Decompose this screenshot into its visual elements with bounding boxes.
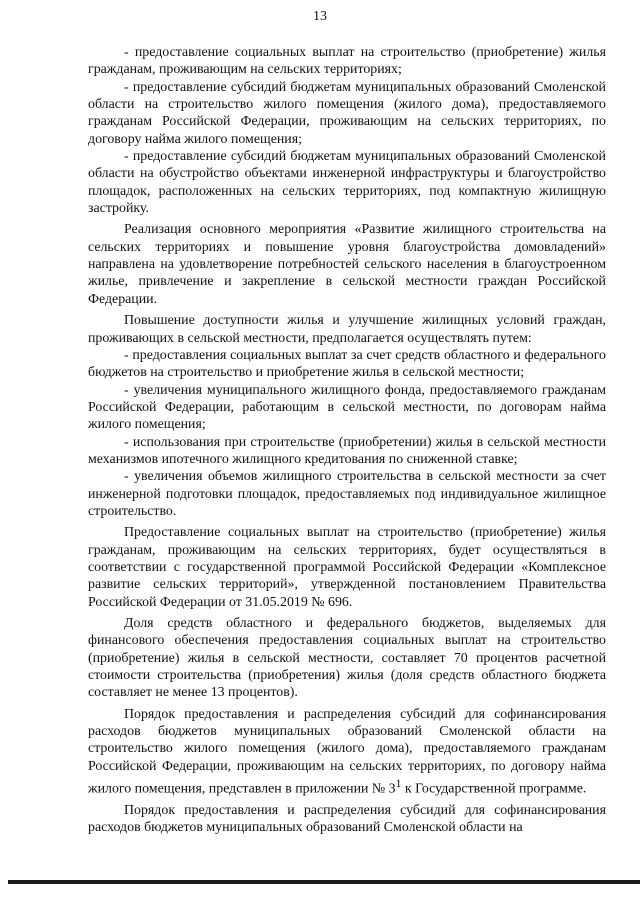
paragraph: - увеличения объемов жилищного строительства в сельской местности за счет инженерной подготовки площадок, предоставляемых под индивидуальное жилищное строительство. — [88, 469, 606, 519]
paragraph: - предоставление субсидий бюджетам муниципальных образований Смоленской области на строительство жилого помещения (жилого дома), предоставляемого гражданам Российской Федерации, проживающим на сельских территориях, по договору найма жилого помещения; — [88, 79, 606, 147]
paragraph: - предоставление субсидий бюджетам муниципальных образований Смоленской области на обустройство объектами инженерной инфраструктуры и благоустройство площадок, расположенных на сельских территориях, под компактную жилищную застройку. — [88, 149, 606, 217]
document-body — [88, 44, 606, 837]
paragraph: Доля средств областного и федерального бюджетов, выделяемых для финансового обеспечения предоставления социальных выплат на строительство (приобретение) жилья в сельской местности, составляет 70 процентов расчетной стоимости строительства (приобретения) жилья (доля средств областного бюджета составляет не менее 13 процентов). — [88, 616, 606, 701]
paragraph: Реализация основного мероприятия «Развитие жилищного строительства на сельских территориях и повышение уровня благоустройства домовладений» направлена на удовлетворение потребностей сельского населения в благоустроенном жилье, привлечение и закрепление в сельской местности граждан Российской Федерации. — [88, 222, 606, 307]
paragraph: Предоставление социальных выплат на строительство (приобретение) жилья гражданам, проживающим на сельских территориях, будет осуществляться в соответствии с государственной программой Российской Федерации «Комплексное развитие сельских территорий», утвержденной постановлением Правительства Российской Федерации от 31.05.2019 № 696. — [88, 525, 606, 610]
paragraph-text-tail: к Государственной программе. — [401, 781, 587, 797]
paragraph: - использования при строительстве (приобретении) жилья в сельской местности механизмов ипотечного жилищного кредитования по сниженной ставке; — [88, 434, 606, 467]
paragraph: - увеличения муниципального жилищного фонда, предоставляемого гражданам Российской Федерации, работающим в сельской местности, по договорам найма жилого помещения; — [88, 382, 606, 433]
paragraph: - предоставления социальных выплат за счет средств областного и федерального бюджетов на строительство и приобретение жилья в сельской местности; — [88, 347, 606, 381]
paragraph: - предоставление социальных выплат на строительство (приобретение) жилья гражданам, проживающим на сельских территориях; — [88, 45, 606, 78]
paragraph-text: Порядок предоставления и распределения субсидий для софинансирования расходов бюджетов муниципальных образований Смоленской области на строительство жилого помещения (жилого дома), предоставляемого гражданам Российской Федерации, проживающим на сельских территориях, по договору найма жилого помещения, представлен в приложении № 3 — [88, 706, 606, 797]
paragraph: Порядок предоставления и распределения субсидий для софинансирования расходов бюджетов муниципальных образований Смоленской области на — [88, 803, 606, 836]
paragraph — [88, 706, 606, 798]
bottom-border-line — [8, 880, 640, 884]
paragraph: Повышение доступности жилья и улучшение жилищных условий граждан, проживающих в сельской местности, предполагается осуществлять путем: — [88, 313, 606, 346]
superscript: 1 — [395, 777, 402, 791]
page-number: 13 — [313, 9, 327, 24]
